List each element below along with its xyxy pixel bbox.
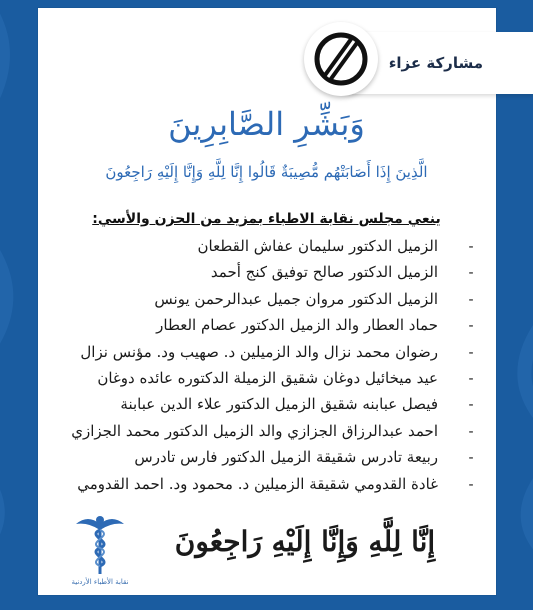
list-marker: - xyxy=(468,316,474,335)
list-item-text: حماد العطار والد الزميل الدكتور عصام العطار xyxy=(156,316,438,335)
list-marker: - xyxy=(468,263,474,282)
list-item xyxy=(0,259,533,285)
verse-sub: الَّذِينَ إِذَا أَصَابَتْهُم مُّصِيبَةٌ قَالُوا إِنَّا لِلَّهِ وَإِنَّا إِلَيْهِ رَاجِعُونَ xyxy=(105,163,428,181)
list-item xyxy=(0,233,533,259)
list-marker: - xyxy=(468,368,474,387)
list-item xyxy=(0,418,533,444)
list-marker: - xyxy=(468,237,474,255)
list-item xyxy=(0,339,533,365)
list-item-text: رضوان محمد نزال والد الزميلين د. صهيب ود. مؤنس نزال xyxy=(80,342,438,361)
list-marker: - xyxy=(468,395,474,414)
list-item-text: احمد عبدالرزاق الجزازي والد الزميل الدكتور محمد الجزازي xyxy=(71,421,438,440)
list-item-text: فيصل عبابنه شقيق الزميل الدكتور علاء الدين عبابنة xyxy=(120,395,438,414)
list-marker: - xyxy=(468,474,474,493)
list-marker: - xyxy=(468,448,474,467)
logo-caption: نقابة الأطباء الأردنية xyxy=(71,578,129,586)
deceased-list xyxy=(0,233,533,497)
list-item-text: غادة القدومي شقيقة الزميلين د. محمود ود. احمد القدومي xyxy=(77,474,438,493)
list-marker: - xyxy=(468,421,474,440)
list-item xyxy=(0,391,533,417)
caduceus-icon xyxy=(70,510,130,576)
closing-phrase: إِنَّا لِلَّهِ وَإِنَّا إِلَيْهِ رَاجِعُونَ xyxy=(174,525,436,558)
list-marker: - xyxy=(468,289,474,308)
list-item-text: الزميل الدكتور صالح توفيق كنج أحمد xyxy=(210,263,438,282)
list-item xyxy=(0,365,533,391)
list-item-text: الزميل الدكتور سليمان عفاش القطعان xyxy=(197,237,438,255)
tag-label: مشاركة عزاء xyxy=(388,54,483,72)
list-item xyxy=(0,286,533,312)
list-item-text: ربيعة تادرس شقيقة الزميل الدكتور فارس تادرس xyxy=(134,448,438,467)
association-logo xyxy=(70,510,130,590)
list-item-text: الزميل الدكتور مروان جميل عبدالرحمن يونس xyxy=(154,289,438,308)
list-marker: - xyxy=(468,342,474,361)
list-item xyxy=(0,444,533,470)
verse-main: وَبَشِّرِ الصَّابِرِينَ xyxy=(168,105,365,143)
list-item-text: عيد ميخائيل دوغان شقيق الزميلة الدكتوره عائده دوغان xyxy=(97,368,438,387)
list-item xyxy=(0,471,533,497)
mourning-ribbon-icon xyxy=(304,22,378,96)
announcement: ينعي مجلس نقابة الاطباء بمزيد من الحزن والأسي: xyxy=(92,211,441,227)
list-item xyxy=(0,312,533,338)
